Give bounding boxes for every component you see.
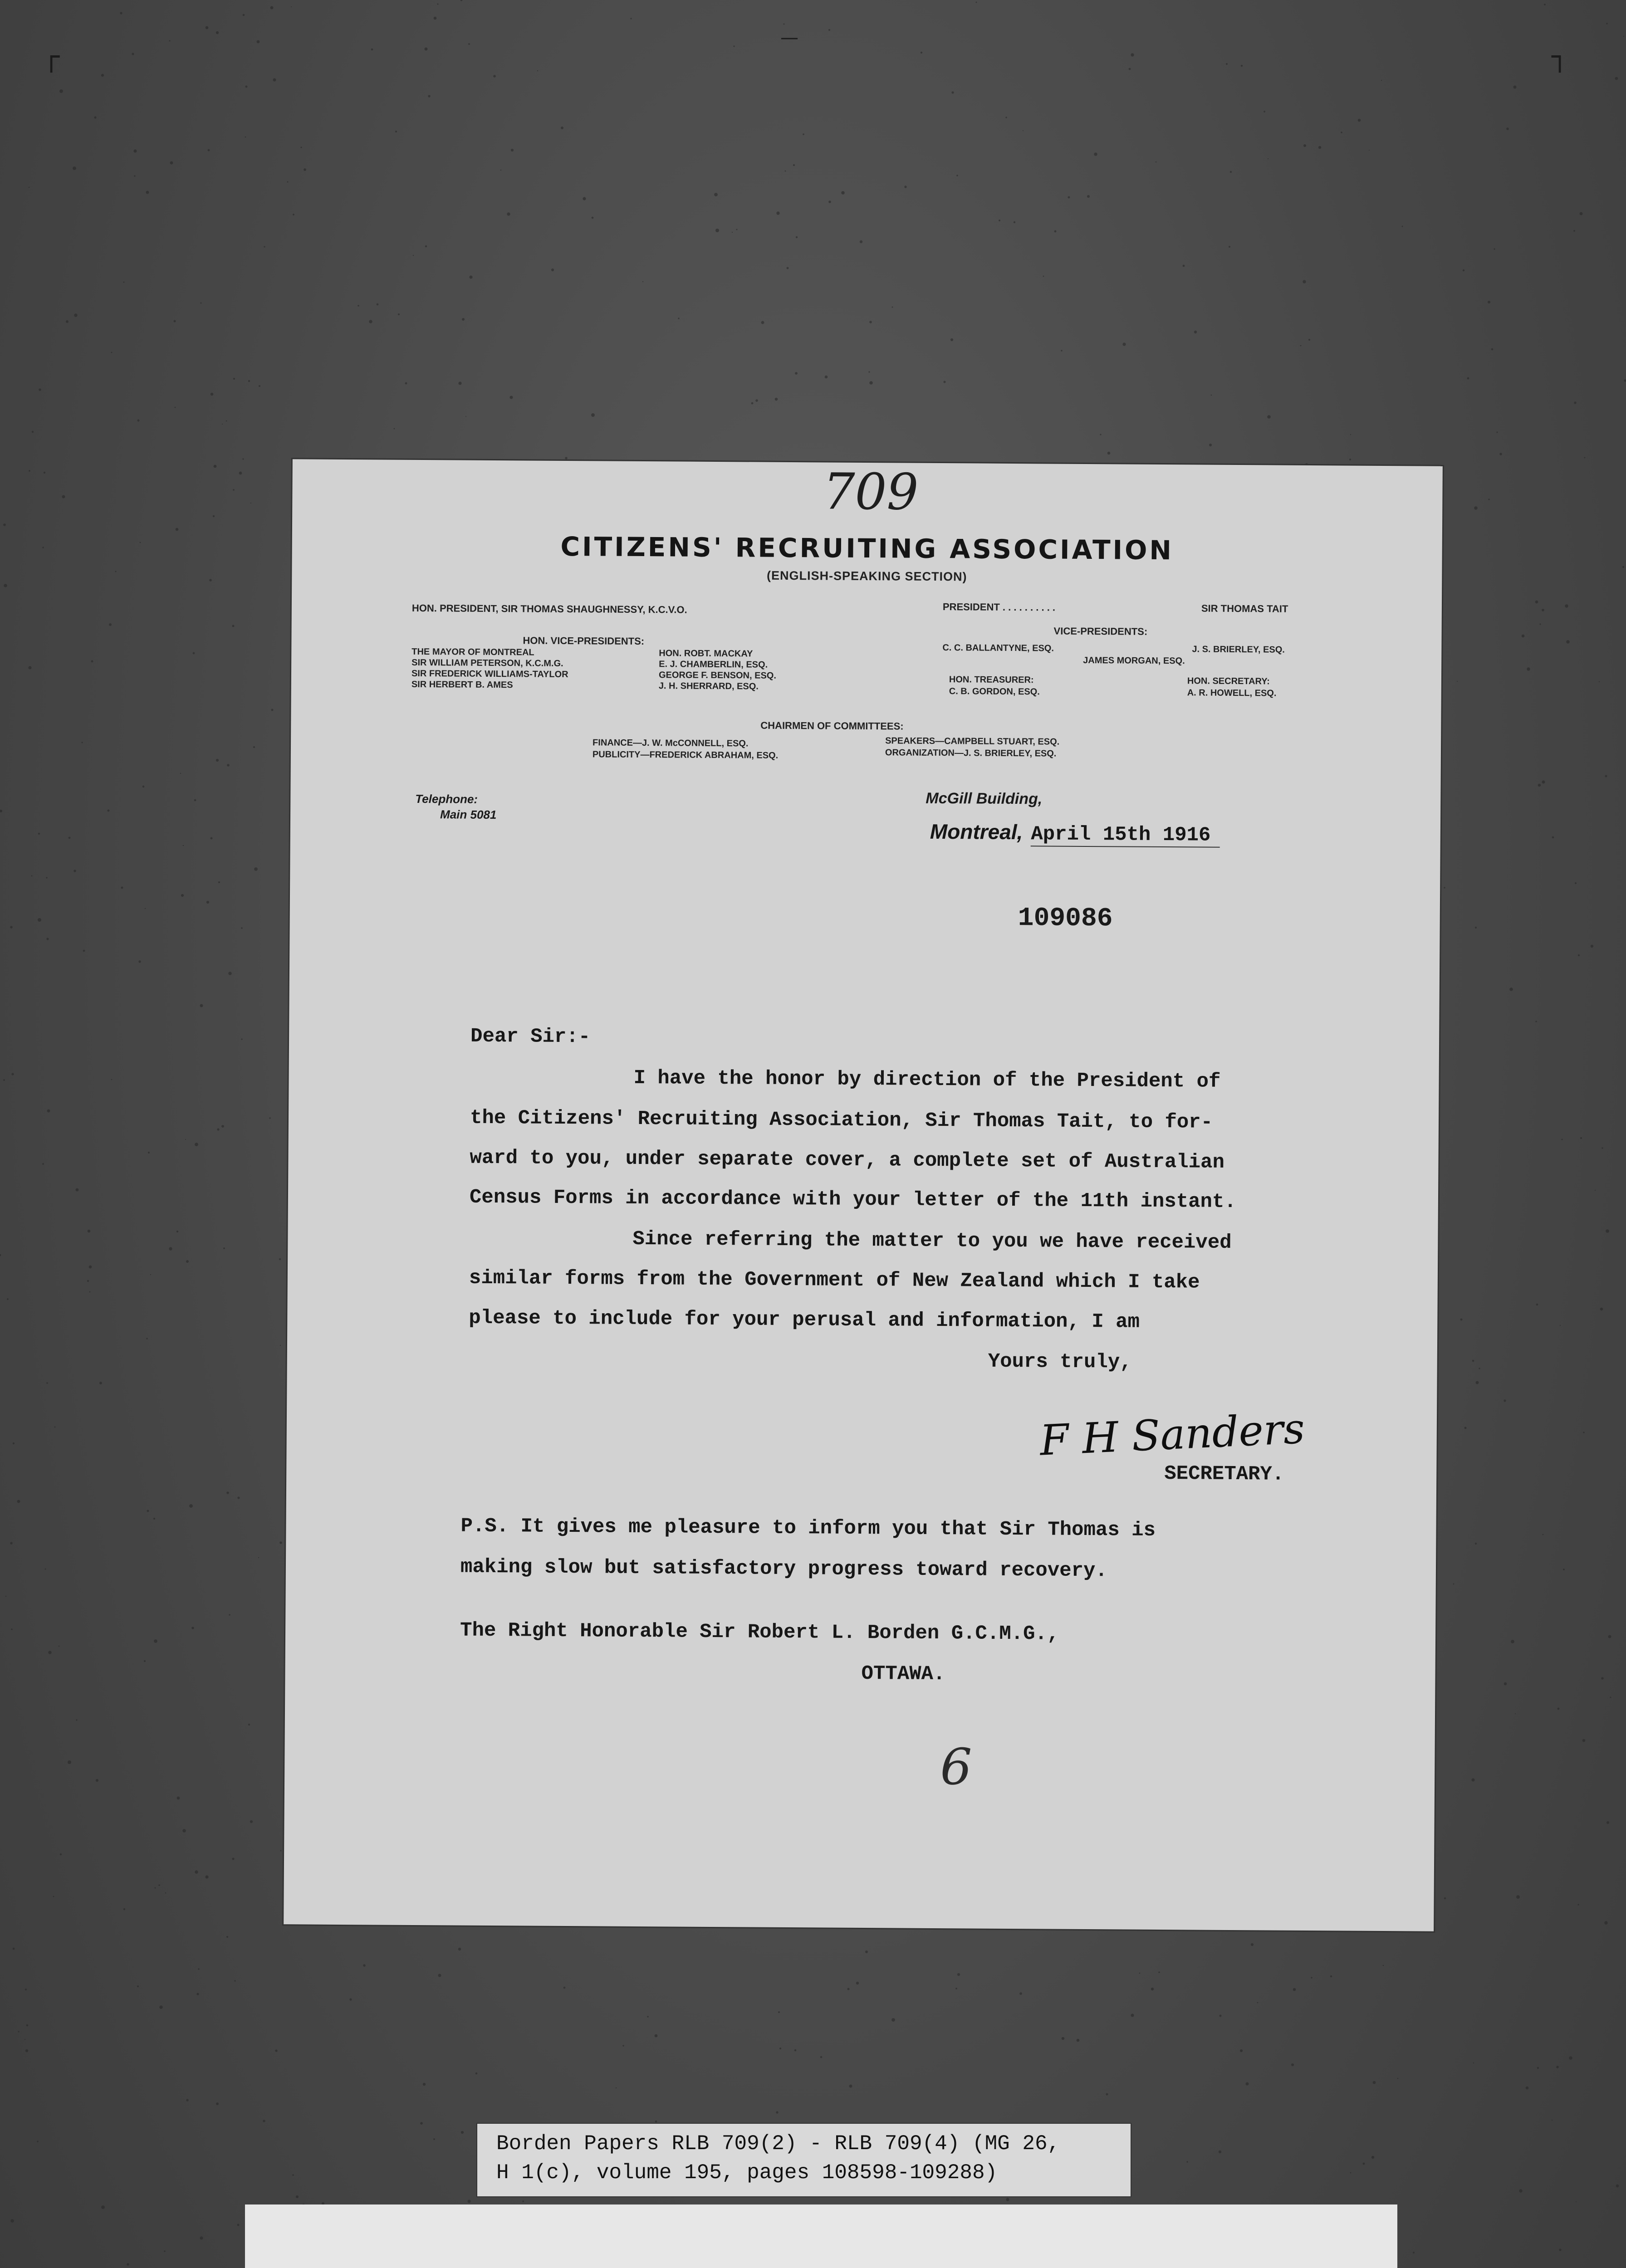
committees-heading: CHAIRMEN OF COMMITTEES: (760, 719, 904, 732)
crop-mark: — (780, 27, 798, 48)
collection-label (476, 2123, 1131, 2197)
body-line: I have the honor by direction of the President of (633, 1066, 1221, 1093)
registry-number: 109086 (1018, 904, 1113, 934)
hon-vp-name: J. H. SHERRARD, ESQ. (658, 681, 759, 692)
letter-date: April 15th 1916 (1031, 823, 1220, 848)
hon-vp-heading: HON. VICE-PRESIDENTS: (523, 635, 645, 647)
committee-chair: SPEAKERS—CAMPBELL STUART, ESQ. (885, 736, 1060, 747)
address-building: McGill Building, (926, 789, 1043, 808)
hon-vps-col2 (659, 648, 777, 692)
body-line: please to include for your perusal and information, I am (469, 1306, 1140, 1334)
hon-vp-name: GEORGE F. BENSON, ESQ. (658, 670, 776, 681)
letterhead-title: CITIZENS' RECRUITING ASSOCIATION (560, 531, 1174, 566)
collection-label-line: H 1(c), volume 195, pages 108598-109288) (496, 2161, 998, 2185)
handwritten-reference: 709 (823, 462, 919, 521)
hon-vp-name: SIR HERBERT B. AMES (411, 679, 513, 690)
signatory-title: SECRETARY. (1164, 1462, 1284, 1486)
vp-heading: VICE-PRESIDENTS: (1053, 625, 1148, 637)
body-line: Since referring the matter to you we have received (632, 1227, 1232, 1254)
collection-label-line: Borden Papers RLB 709(2) - RLB 709(4) (MG 26, (496, 2132, 1060, 2156)
body-line: similar forms from the Government of New Zealand which I take (469, 1266, 1200, 1294)
address-city-date (930, 819, 1220, 847)
telephone-number: Main 5081 (440, 807, 497, 822)
letterhead-subtitle: (ENGLISH-SPEAKING SECTION) (766, 568, 967, 584)
committee-chair: PUBLICITY—FREDERICK ABRAHAM, ESQ. (592, 749, 779, 761)
telephone (415, 791, 497, 822)
hon-president: HON. PRESIDENT, SIR THOMAS SHAUGHNESSY, K.C.V.O. (411, 602, 687, 616)
treasurer-name: C. B. GORDON, ESQ. (949, 686, 1040, 697)
committee-chair: ORGANIZATION—J. S. BRIERLEY, ESQ. (885, 748, 1057, 759)
crop-mark: ┐ (1552, 41, 1568, 73)
body-line: Census Forms in accordance with your letter of the 11th instant. (469, 1186, 1236, 1214)
body-line: the Citizens' Recruiting Association, Sir Thomas Tait, to for- (470, 1106, 1213, 1134)
hon-vp-name: HON. ROBT. MACKAY (659, 648, 753, 659)
hon-vp-name: SIR WILLIAM PETERSON, K.C.M.G. (411, 657, 563, 669)
hon-vps-col1 (411, 646, 568, 691)
body-line: ward to you, under separate cover, a complete set of Australian (470, 1146, 1225, 1174)
address-city: Montreal, (930, 819, 1023, 844)
secretary-label: HON. SECRETARY: (1187, 676, 1270, 687)
salutation: Dear Sir:- (470, 1025, 591, 1049)
vp-name: J. S. BRIERLEY, ESQ. (1192, 644, 1285, 655)
signature: F H Sanders (1038, 1404, 1306, 1465)
page-mark: 6 (940, 1738, 972, 1796)
postscript-line: making slow but satisfactory progress toward recovery. (460, 1555, 1107, 1583)
president-label: PRESIDENT . . . . . . . . . . (942, 601, 1056, 613)
vp-name: C. C. BALLANTYNE, ESQ. (942, 643, 1054, 654)
closing: Yours truly, (988, 1350, 1132, 1374)
hon-vp-name: THE MAYOR OF MONTREAL (411, 646, 534, 658)
telephone-label: Telephone: (415, 792, 478, 806)
president-name: SIR THOMAS TAIT (1201, 602, 1288, 615)
letter-page (284, 459, 1443, 1931)
recipient-line: The Right Honorable Sir Robert L. Borden G.C.M.G., (460, 1619, 1059, 1646)
secretary-name: A. R. HOWELL, ESQ. (1187, 688, 1277, 699)
recipient-line: OTTAWA. (861, 1662, 945, 1686)
postscript-line: P.S. It gives me pleasure to inform you that Sir Thomas is (460, 1515, 1156, 1542)
hon-vp-name: SIR FREDERICK WILLIAMS-TAYLOR (411, 668, 568, 680)
vp-name: JAMES MORGAN, ESQ. (1083, 655, 1185, 666)
treasurer-label: HON. TREASURER: (949, 675, 1034, 685)
hon-vp-name: E. J. CHAMBERLIN, ESQ. (659, 659, 768, 670)
committee-chair: FINANCE—J. W. McCONNELL, ESQ. (593, 738, 749, 749)
archives-card (245, 2204, 1397, 2268)
crop-mark: ┌ (43, 41, 60, 73)
